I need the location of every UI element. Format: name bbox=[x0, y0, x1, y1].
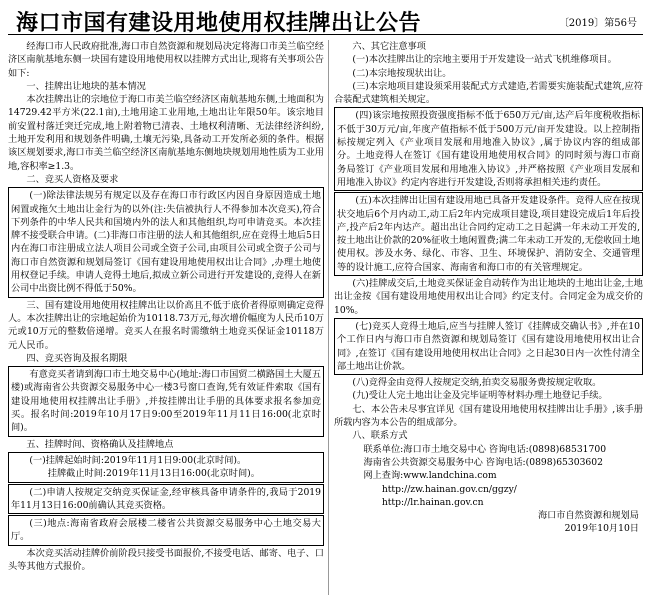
section-4-body: 有意竞买者请到海口市土地交易中心(地址:海口市国贸二横路国土大厦五楼)或海南省公共资源交易服务中心一楼3号窗口查询,凭有效证件索取《国有建设用地使用权挂牌出让手册》,并按挂牌出让手册的具体要求报名参加竞买。报名时间:2019年10月17日9:00至2019年11月11日16:00(北京时间)。 bbox=[11, 369, 321, 434]
url-link-1[interactable]: http://zw.hainan.gov.cn/ggzy/ bbox=[381, 483, 517, 495]
section-3-body: 三、国有建设用地使用权挂牌出让以价高且不低于底价者得原则确定竞得人。本次挂牌出让的宗地起始价为10118.73万元,每次增价幅度为人民币10万元或10万元的整数倍递增。竞买人在报名时需缴纳土地竞买保证金10118万元人民币。 bbox=[8, 299, 324, 351]
section-6-item-8: (八)竞得金由竞得人按规定交纳,拍卖交易服务费按规定收取。 bbox=[352, 377, 602, 389]
section-5-item-3: (三)地点:海南省政府会展楼二楼省公共资源交易服务中心土地交易大厅。 bbox=[11, 518, 321, 543]
contact-line-2: 海南省公共资源交易服务中心 咨询电话:(0898)65303602 bbox=[363, 456, 603, 468]
section-6-box bbox=[334, 107, 643, 191]
section-6-item-4: (四)该宗地按照投资强度指标不低于650万元/亩,达产后年度税收指标不低于30万元/亩,年度产值指标不低于500万元/亩开发建设。以上控制指标按规定列入《产业项目发展和用地准入协议》,属于协议内容的组成部分。土地竞得人在签订《国有建设用地使用权合同》的同时须与海口市商务局签订《产业项目发展和用地准入协议》,并严格按照《产业项目发展和用地准入协议》约定内容进行开发建设,否则将承担相关违约责任。 bbox=[337, 110, 640, 188]
section-5-box bbox=[8, 452, 324, 483]
section-6-item-2: (二)本宗地按现状出让。 bbox=[352, 67, 452, 79]
section-4-title: 四、竞买咨询及报名期限 bbox=[26, 352, 128, 364]
section-5-box-3 bbox=[8, 515, 324, 546]
section-4-box bbox=[8, 366, 324, 436]
section-6-title: 六、其它注意事项 bbox=[352, 41, 426, 52]
web-query[interactable]: 网上查询:www.landchina.com bbox=[363, 470, 497, 482]
section-6-box-2 bbox=[334, 192, 643, 276]
url-link-2[interactable]: http://lr.hainan.gov.cn bbox=[381, 496, 484, 508]
section-6-item-9: (九)受让人完土地出让金及完毕证明等材料办理土地登记手续。 bbox=[352, 390, 608, 402]
section-8-title: 八、联系方式 bbox=[352, 430, 408, 442]
section-6-item-3: (三)本宗地项目建设须采用装配式方式建造,若需要实施装配式建筑,应符合装配式建筑相关规定。 bbox=[334, 80, 643, 106]
section-5-item-1: (一)挂牌起始时间:2019年11月1日9:00(北京时间)。 bbox=[29, 454, 247, 466]
page-title: 海口市国有建设用地使用权挂牌出让公告 bbox=[16, 11, 422, 36]
body-columns bbox=[6, 40, 645, 595]
right-column bbox=[334, 40, 643, 595]
section-6-item-7: (七)竞买人竞得土地后,应当与挂牌人签订《挂牌成交确认书》,并在10个工作日内与海口市自然资源和规划局签订《国有建设用地使用权出让合同》,在签订《国有建设用地使用权出让合同》之日起30日内一次性付清全部土地出让价款。 bbox=[337, 320, 640, 372]
section-5-box-2 bbox=[8, 484, 324, 515]
section-2-box bbox=[8, 187, 324, 297]
section-6-box-3 bbox=[334, 318, 643, 375]
section-2-body: (一)除法律法规另有规定以及存在海口市行政区内因自身原因造成土地闲置或拖欠土地出让金行为的以外(注:失信被执行人不得参加本次竞买),符合下列条件的中华人民共和国境内外的法人和其他组织,均可申请竞买。本次挂牌不接受联合申请。(二)非海口市注册的法人和其他组织,应在竞得土地后5日内在海口市注册成立法人项目公司或全资子公司,由项目公司或全资子公司与海口市自然资源和规划局签订《国有建设用地使用权出让合同》,办理土地使用权登记手续。申请人竞得土地后,拟成立新公司进行开发建设的,竞得人在新公司中出资比例不得低于50%。 bbox=[11, 190, 321, 295]
section-6-item-5: (五)本次挂牌出让国有建设用地已具备开发建设条件。竞得人应在按现状交地后6个月内动工,动工后2年内完成项目建设,项目建设完成后1年后投产,投产后2年内达产。超出出让合同约定动工之日起满一年未动工开发的,按土地出让价款的20%征收土地闲置费;满二年未动工开发的,无偿收回土地使用权。涉及水务、绿化、市容、卫生、环境保护、消防安全、交通管理等的设计施工,应符合国家、海南省和海口市的有关管理规定。 bbox=[337, 195, 640, 273]
column-divider bbox=[328, 40, 329, 595]
left-column bbox=[8, 40, 324, 595]
header bbox=[8, 4, 643, 35]
section-1-title: 一、挂牌出让地块的基本情况 bbox=[26, 80, 146, 92]
section-1-body: 本次挂牌出让的宗地位于海口市美兰临空经济区南航基地东侧,土地面积为14729.42平方米(22.1亩),土地用途工业用地,土地出让年限50年。该宗地目前安置村落迁突迁完成,地上附着物已清表、土地权利清晰、无法律经济纠纷,土地开发利用和规划条件明确,土壤无污染,具备动工开发所必须的条件。根据该区规划要求,海口市美兰临空经济区南航基地东侧地块规划用地性质为工业用地,容积率≥1.3。 bbox=[8, 94, 324, 172]
section-2-title: 二、竞买人资格及要求 bbox=[26, 173, 119, 185]
sign-date: 2019年10月10日 bbox=[564, 523, 639, 535]
section-5-item-1b: 挂牌截止时间:2019年11月13日16:00(北京时间)。 bbox=[47, 468, 260, 480]
contact-line-1: 联系单位:海口市土地交易中心 咨询电话:(0898)68531700 bbox=[363, 443, 607, 455]
section-6-item-1: (一)本次挂牌出让的宗地主要用于开发建设一站式飞机维修项目。 bbox=[352, 54, 617, 66]
issue-number: 〔2019〕第56号 bbox=[558, 18, 637, 29]
section-7-body: 七、本公告未尽事宜详见《国有建设用地使用权挂牌出让手册》,该手册所载内容为本公告的组成部分。 bbox=[334, 403, 643, 429]
signer: 海口市自然资源和规划局 bbox=[537, 510, 639, 522]
intro-paragraph: 经海口市人民政府批准,海口市自然资源和规划局决定将海口市美兰临空经济区南航基地东侧一块国有建设用地使用权以挂牌方式出让,现将有关事项公告如下: bbox=[8, 41, 324, 79]
section-5-item-2: (二)申请人按规定交纳竞买保证金,经审核具备申请条件的,我局于2019年11月13日16:00前确认其竞买资格。 bbox=[11, 486, 321, 511]
section-5-tail: 本次竞买活动挂牌价前阶段只接受书面报价,不接受电话、邮寄、电子、口头等其他方式报价。 bbox=[8, 547, 324, 572]
section-6-item-6: (六)挂牌成交后,土地竞买保证金自动转作为出让地块的土地出让金,土地出让金按《国有建设用地使用权出让合同》约定支付。合同定金为成交价的10%。 bbox=[334, 278, 643, 316]
section-5-title: 五、挂牌时间、资格确认及挂牌地点 bbox=[26, 438, 174, 450]
